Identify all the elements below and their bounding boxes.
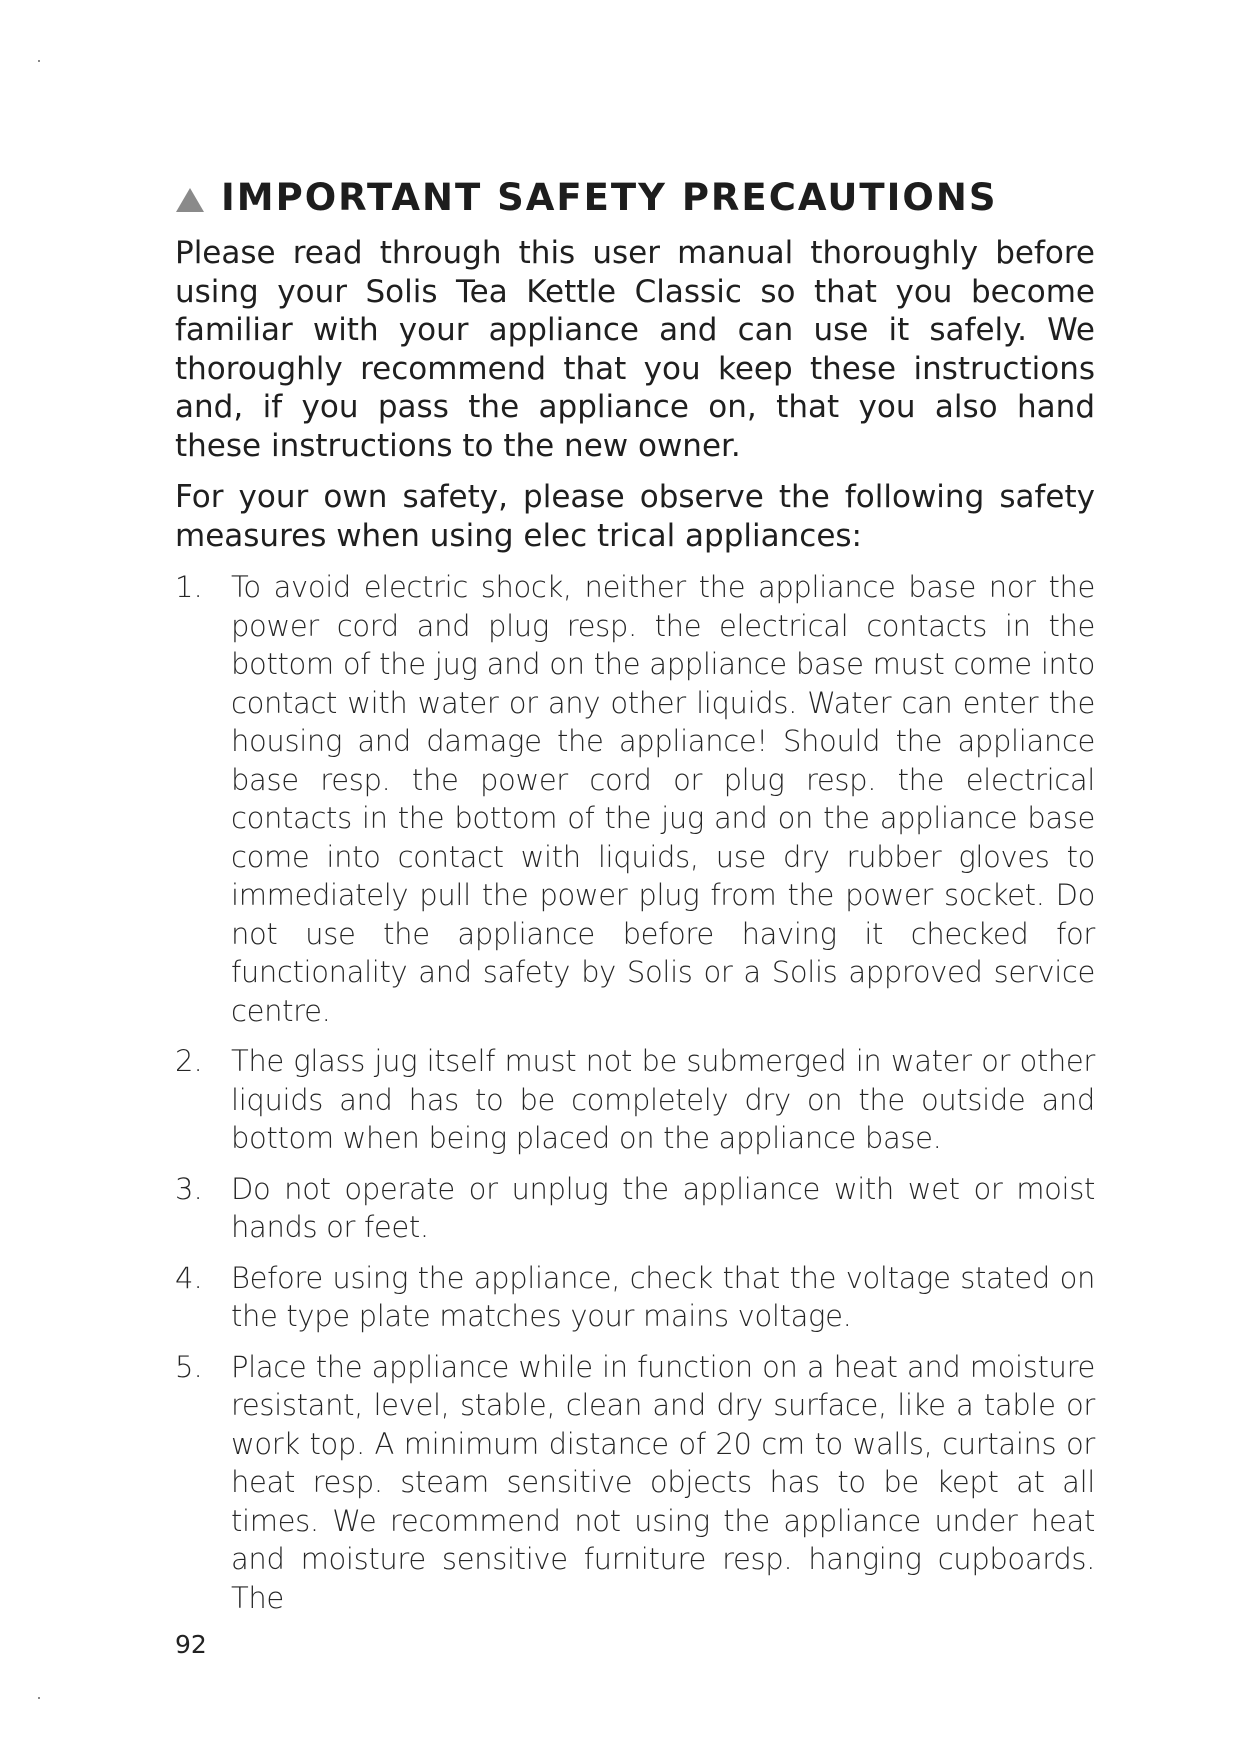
- safety-measures-intro: For your own safety, please observe the following safety measures when using elec trical appliances:: [175, 479, 1095, 554]
- scan-mark-bottom: [38, 1697, 40, 1699]
- instruction-text: Place the appliance while in function on a heat and moisture resistant, level, stable, clean and dry surface, like a table or work top. A minimum distance of 20 cm to walls, curtains or heat resp. steam sensitive objects has to be kept at all times. We recommend not using the appliance under heat and moisture sensitive furniture resp. hanging cupboards. The: [231, 1349, 1095, 1615]
- safety-instructions-list: [175, 568, 1095, 1617]
- section-title: IMPORTANT SAFETY PRECAUTIONS: [221, 176, 998, 219]
- instruction-item: [175, 568, 1095, 1030]
- section-heading: [175, 172, 1095, 224]
- instruction-text: Before using the appliance, check that the voltage stated on the type plate matches your mains voltage.: [231, 1260, 1095, 1333]
- intro-paragraph: Please read through this user manual thoroughly before using your Solis Tea Kettle Classic so that you become familiar with your appliance and can use it safely. We thoroughly recommend that you keep these instructions and, if you pass the appliance on, that you also hand these instructions to the new owner.: [175, 235, 1095, 464]
- instruction-item: [175, 1042, 1095, 1158]
- instruction-text: Do not operate or unplug the appliance with wet or moist hands or feet.: [231, 1171, 1095, 1244]
- instruction-text: The glass jug itself must not be submerged in water or other liquids and has to be completely dry on the outside and bottom when being placed on the appliance base.: [231, 1044, 1095, 1155]
- scan-mark-top: [38, 60, 40, 62]
- instruction-item: [175, 1348, 1095, 1618]
- page-number: 92: [175, 1630, 207, 1659]
- instruction-number: 2.: [175, 1044, 203, 1078]
- instruction-number: 3.: [175, 1171, 203, 1206]
- instruction-number: 5.: [175, 1349, 203, 1384]
- instruction-item: [175, 1170, 1095, 1247]
- instruction-number: 4.: [175, 1260, 203, 1295]
- instruction-number: 1.: [175, 570, 203, 604]
- safety-section: [175, 172, 1095, 1629]
- warning-triangle-icon: [175, 187, 205, 213]
- instruction-item: [175, 1259, 1095, 1336]
- instruction-text: To avoid electric shock, neither the appliance base nor the power cord and plug resp. the electrical contacts in the bottom of the jug and on the appliance base must come into contact with water or any other liquids. Water can enter the housing and damage the appliance! Should the appliance base resp. the power cord or plug resp. the electrical contacts in the bottom of the jug and on the appliance base come into contact with liquids, use dry rubber gloves to immediately pull the power plug from the power socket. Do not use the appliance before having it checked for functionality and safety by Solis or a Solis approved service centre.: [231, 570, 1095, 1028]
